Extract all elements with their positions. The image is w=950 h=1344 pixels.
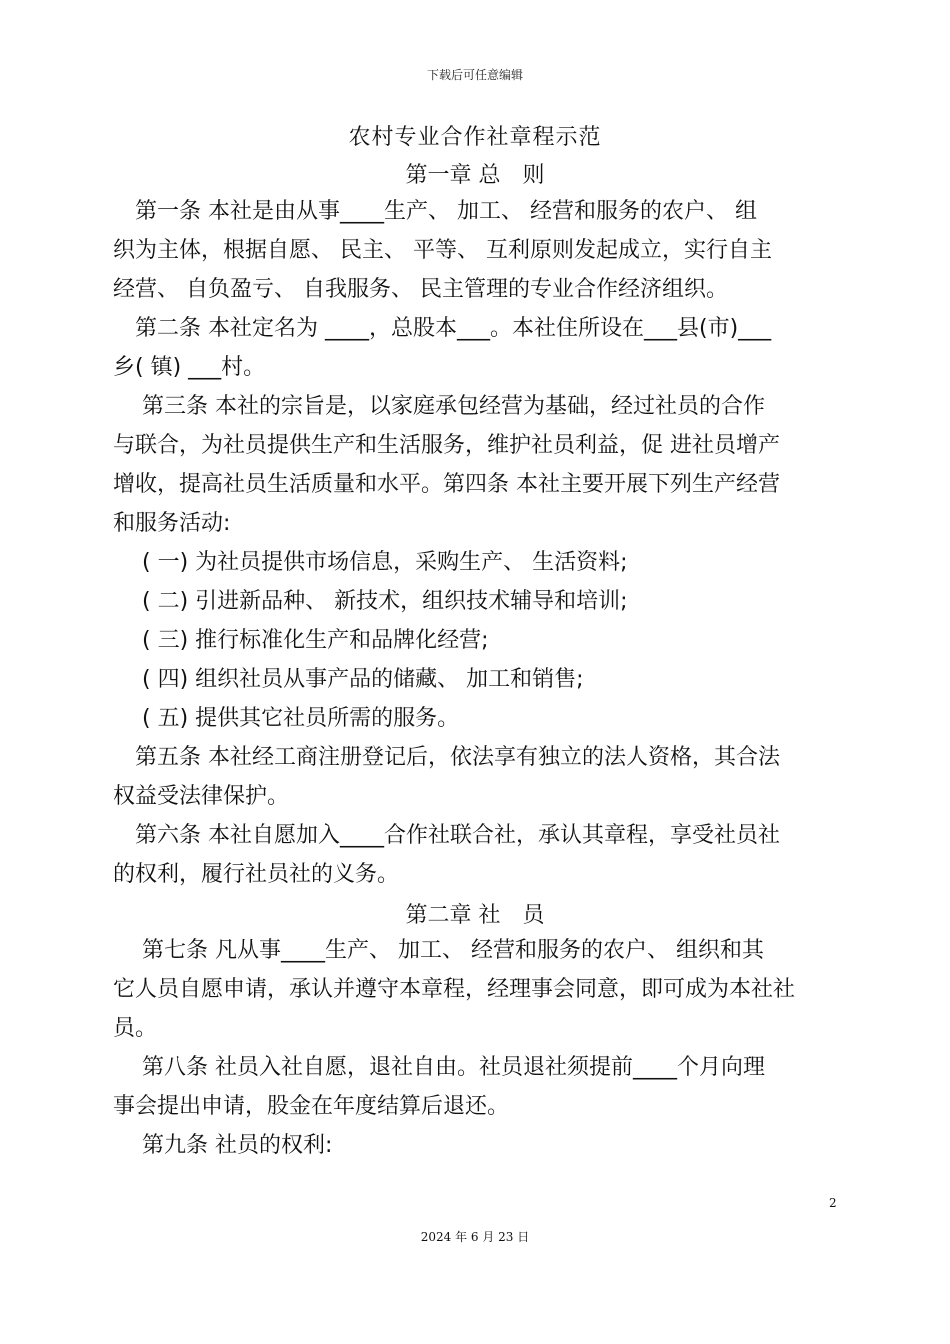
- text-line-12: ( 三) 推行标准化生产和品牌化经营;: [113, 628, 489, 653]
- document-title: 农村专业合作社章程示范: [348, 125, 602, 150]
- chapter-heading-1: 第一章 总 则: [405, 163, 545, 188]
- text-line-11: ( 二) 引进新品种、 新技术，组织技术辅导和培训;: [113, 589, 628, 614]
- text-line-20: 它人员自愿申请，承认并遵守本章程，经理事会同意，即可成为本社社: [113, 977, 796, 1002]
- text-line-9: 和服务活动:: [113, 511, 231, 536]
- text-line-6: 第三条 本社的宗旨是，以家庭承包经营为基础，经过社员的合作: [113, 394, 765, 419]
- text-line-14: ( 五) 提供其它社员所需的服务。: [113, 706, 460, 731]
- text-line-4: 第二条 本社定名为 ____，总股本___。本社住所设在___县(市)___: [113, 316, 772, 341]
- text-line-19: 第七条 凡从事____生产、 加工、 经营和服务的农户、 组织和其: [113, 938, 764, 963]
- text-line-17: 第六条 本社自愿加入____合作社联合社，承认其章程，享受社员社: [113, 823, 780, 848]
- footer-date: 2024 年 6 月 23 日: [420, 1230, 530, 1244]
- text-line-3: 经营、 自负盈亏、 自我服务、 民主管理的专业合作经济组织。: [113, 277, 728, 302]
- text-line-13: ( 四) 组织社员从事产品的储藏、 加工和销售;: [113, 667, 584, 692]
- text-line-23: 事会提出申请，股金在年度结算后退还。: [113, 1094, 510, 1119]
- text-line-21: 员。: [113, 1016, 158, 1041]
- text-line-22: 第八条 社员入社自愿，退社自由。社员退社须提前____个月向理: [113, 1055, 765, 1080]
- text-line-1: 第一条 本社是由从事____生产、 加工、 经营和服务的农户、 组: [113, 199, 757, 224]
- text-line-7: 与联合，为社员提供生产和生活服务，维护社员利益，促 进社员增产: [113, 433, 780, 458]
- header-note: 下载后可任意编辑: [426, 68, 523, 82]
- text-line-16: 权益受法律保护。: [113, 784, 290, 809]
- text-line-10: ( 一) 为社员提供市场信息，采购生产、 生活资料;: [113, 550, 628, 575]
- page-number: 2: [829, 1196, 837, 1210]
- text-line-15: 第五条 本社经工商注册登记后，依法享有独立的法人资格，其合法: [113, 745, 780, 770]
- text-line-24: 第九条 社员的权利:: [113, 1133, 333, 1158]
- text-line-5: 乡( 镇) ___村。: [113, 355, 266, 380]
- text-line-2: 织为主体，根据自愿、 民主、 平等、 互利原则发起成立，实行自主: [113, 238, 772, 263]
- text-line-18: 的权利，履行社员社的义务。: [113, 862, 400, 887]
- text-line-8: 增收，提高社员生活质量和水平。第四条 本社主要开展下列生产经营: [113, 472, 780, 497]
- chapter-heading-2: 第二章 社 员: [405, 903, 545, 928]
